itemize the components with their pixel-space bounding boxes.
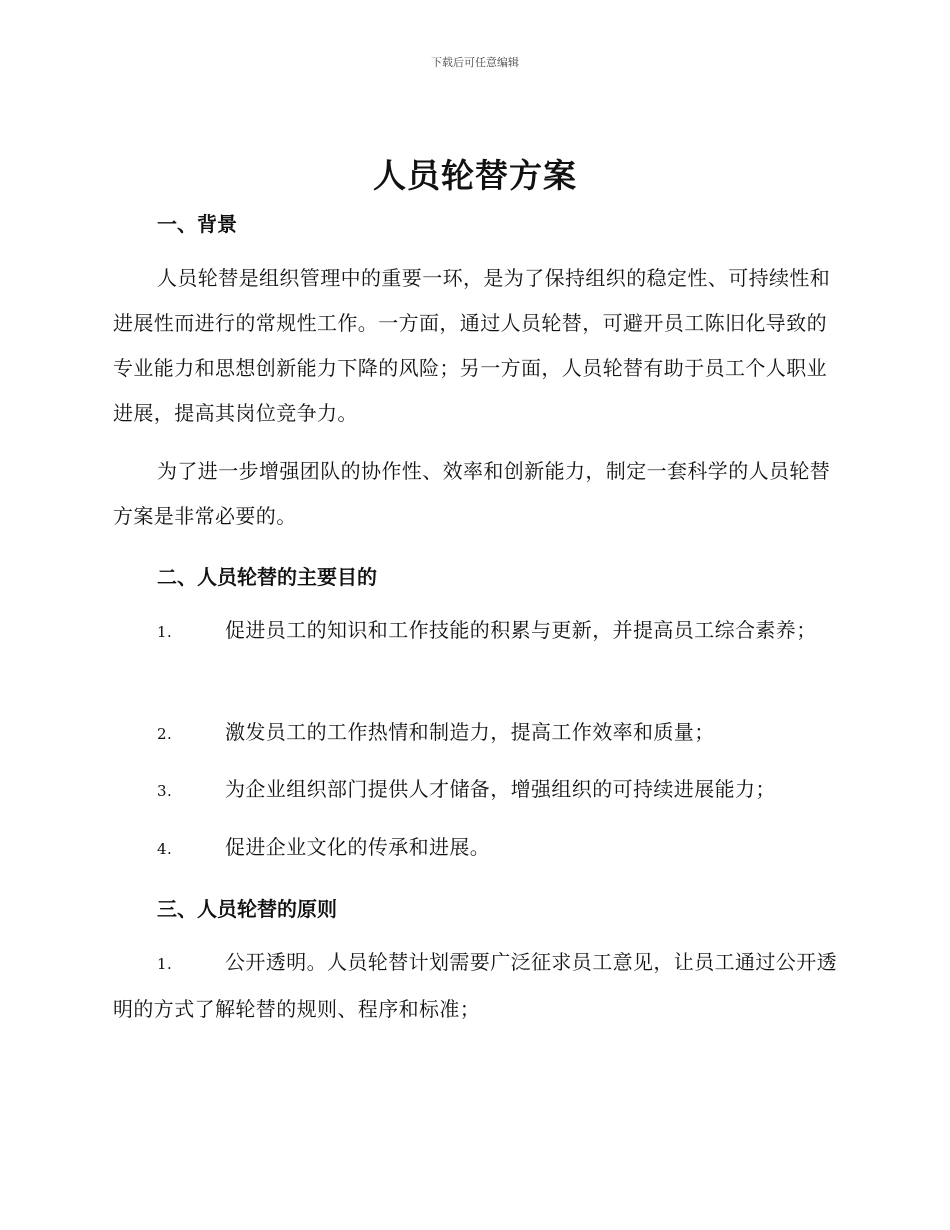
purpose-list-item [113, 710, 838, 757]
list-item-text: 促进员工的知识和工作技能的积累与更新，并提高员工综合素养； [225, 618, 817, 642]
list-number: 3. [157, 782, 173, 800]
list-number: 1. [157, 623, 173, 641]
purpose-list-item [113, 767, 838, 814]
list-item-text: 激发员工的工作热情和制造力，提高工作效率和质量； [225, 720, 715, 744]
list-item-text: 公开透明。人员轮替计划需要广泛征求员工意见，让员工通过公开透明的方式了解轮替的规则、程序和标准； [113, 950, 837, 1021]
document-title: 人员轮替方案 [373, 156, 577, 195]
list-number: 1. [157, 955, 173, 973]
principles-list-item [113, 940, 838, 1032]
list-number: 4. [157, 840, 173, 858]
list-item-text: 为企业组织部门提供人才储备，增强组织的可持续进展能力； [225, 777, 776, 801]
section-heading-principles: 三、人员轮替的原则 [157, 897, 337, 921]
background-paragraph-1: 人员轮替是组织管理中的重要一环，是为了保持组织的稳定性、可持续性和进展性而进行的常规性工作。一方面，通过人员轮替，可避开员工陈旧化导致的专业能力和思想创新能力下降的风险；另一方面，人员轮替有助于员工个人职业进展，提高其岗位竞争力。 [113, 266, 831, 425]
header-note: 下载后可任意编辑 [431, 56, 519, 69]
purpose-list-item [113, 825, 838, 872]
list-number: 2. [157, 725, 173, 743]
purpose-list-item [113, 608, 838, 655]
section-heading-background: 一、背景 [157, 212, 237, 236]
list-item-text: 促进企业文化的传承和进展。 [225, 835, 491, 859]
section-heading-purpose: 二、人员轮替的主要目的 [157, 565, 377, 589]
background-paragraph-2: 为了进一步增强团队的协作性、效率和创新能力，制定一套科学的人员轮替方案是非常必要的。 [113, 459, 831, 528]
